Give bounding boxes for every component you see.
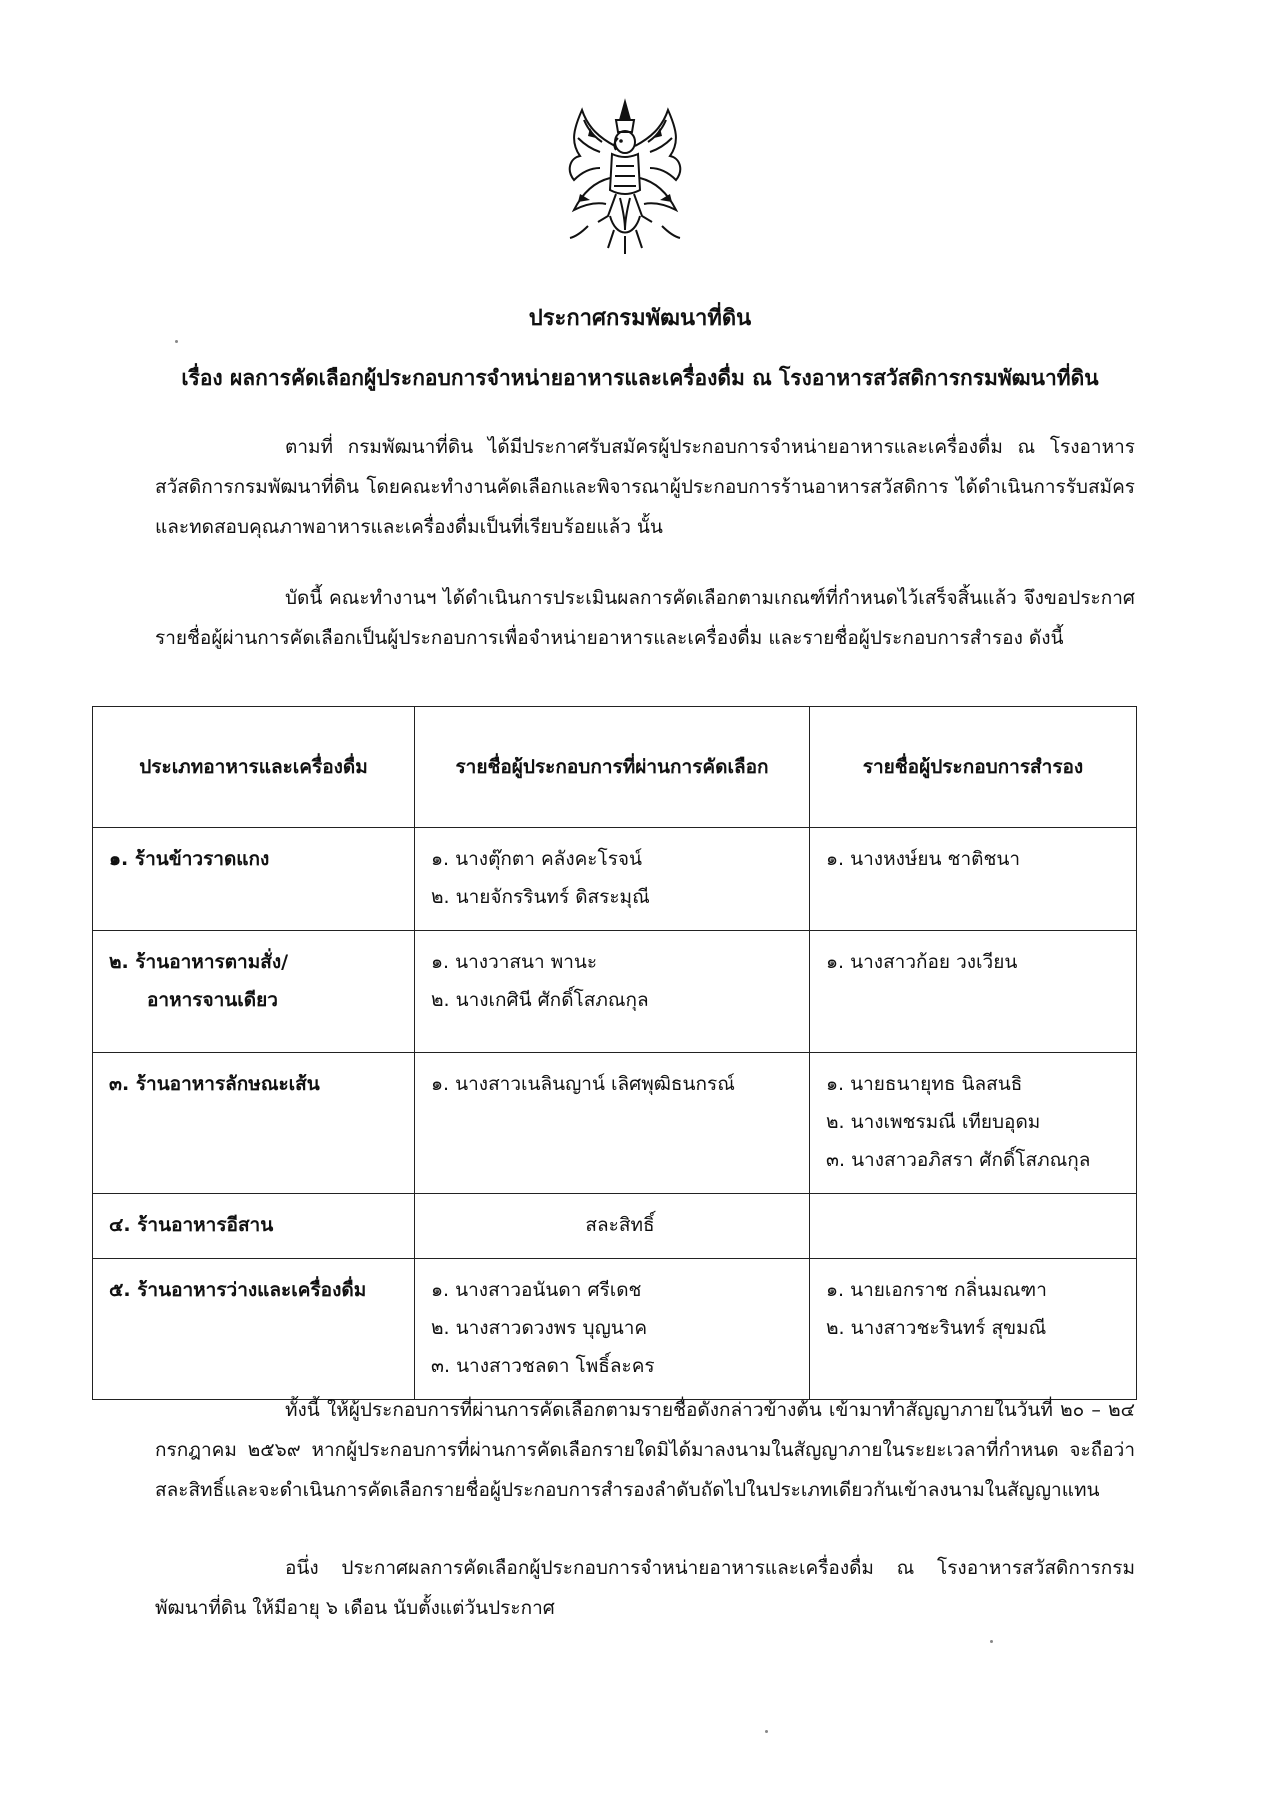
passed-cell bbox=[415, 1194, 810, 1259]
passed-cell bbox=[415, 1053, 810, 1194]
passed-name: ๒. นายจักรรินทร์ ดิสระมุณี bbox=[431, 886, 650, 908]
reserve-cell bbox=[810, 931, 1137, 1053]
passed-name: ๑. นางวาสนา พานะ bbox=[431, 951, 598, 973]
category-cell bbox=[93, 1194, 415, 1259]
reserve-cell bbox=[810, 1194, 1137, 1259]
passed-name: ๑. นางสาวอนันดา ศรีเดช bbox=[431, 1279, 642, 1301]
category-label: ๒. ร้านอาหารตามสั่ง/ bbox=[109, 951, 289, 973]
reserve-name: ๑. นายเอกราช กลิ่นมณฑา bbox=[826, 1279, 1047, 1301]
scan-speck bbox=[765, 1730, 768, 1733]
category-label: ๔. ร้านอาหารอีสาน bbox=[109, 1214, 274, 1236]
category-label: อาหารจานเดียว bbox=[147, 989, 278, 1011]
header-passed: รายชื่อผู้ประกอบการที่ผ่านการคัดเลือก bbox=[415, 707, 810, 828]
announcement-paragraph: บัดนี้ คณะทำงานฯ ได้ดำเนินการประเมินผลการคัดเลือกตามเกณฑ์ที่กำหนดไว้เสร็จสิ้นแล้ว จึงขอประกาศรายชื่อผู้ผ่านการคัดเลือกเป็นผู้ประกอบการเพื่อจำหน่ายอาหารและเครื่องดื่ม และรายชื่อผู้ประกอบการสำรอง ดังนี้ bbox=[155, 587, 1135, 649]
contract-paragraph: ทั้งนี้ ให้ผู้ประกอบการที่ผ่านการคัดเลือกตามรายชื่อดังกล่าวข้างต้น เข้ามาทำสัญญาภายในวันที่ ๒๐ – ๒๔ กรกฎาคม ๒๕๖๙ หากผู้ประกอบการที่ผ่านการคัดเลือกรายใดมิได้มาลงนามในสัญญาภายในระยะเวลาที่กำหนด จะถือว่าสละสิทธิ์และจะดำเนินการคัดเลือกรายชื่อผู้ประกอบการสำรองลำดับถัดไปในประเภทเดียวกันเข้าลงนามในสัญญาแทน bbox=[155, 1399, 1135, 1501]
intro-paragraph: ตามที่ กรมพัฒนาที่ดิน ได้มีประกาศรับสมัครผู้ประกอบการจำหน่ายอาหารและเครื่องดื่ม ณ โรงอาหารสวัสดิการกรมพัฒนาที่ดิน โดยคณะทำงานคัดเลือกและพิจารณาผู้ประกอบการร้านอาหารสวัสดิการ ได้ดำเนินการรับสมัครและทดสอบคุณภาพอาหารและเครื่องดื่มเป็นที่เรียบร้อยแล้ว นั้น bbox=[155, 436, 1135, 538]
garuda-emblem-icon bbox=[560, 98, 690, 258]
table-row bbox=[93, 828, 1137, 931]
reserve-cell bbox=[810, 1259, 1137, 1400]
table-row bbox=[93, 1194, 1137, 1259]
reserve-name: ๓. นางสาวอภิสรา ศักดิ์โสภณกุล bbox=[826, 1149, 1091, 1171]
passed-cell bbox=[415, 931, 810, 1053]
table-row bbox=[93, 931, 1137, 1053]
passed-cell bbox=[415, 1259, 810, 1400]
category-cell bbox=[93, 1259, 415, 1400]
scan-speck bbox=[175, 340, 178, 343]
table-row bbox=[93, 1053, 1137, 1194]
reserve-cell bbox=[810, 828, 1137, 931]
forfeit-label: สละสิทธิ์ bbox=[585, 1214, 655, 1236]
passed-name: ๑. นางสาวเนลินญาน์ เลิศพุฒิธนกรณ์ bbox=[431, 1073, 735, 1095]
reserve-cell bbox=[810, 1053, 1137, 1194]
category-label: ๕. ร้านอาหารว่างและเครื่องดื่ม bbox=[109, 1279, 367, 1301]
selection-results-table bbox=[92, 706, 1137, 1400]
validity-paragraph: อนึ่ง ประกาศผลการคัดเลือกผู้ประกอบการจำหน่ายอาหารและเครื่องดื่ม ณ โรงอาหารสวัสดิการกรมพัฒนาที่ดิน ให้มีอายุ ๖ เดือน นับตั้งแต่วันประกาศ bbox=[155, 1557, 1135, 1619]
passed-name: ๒. นางเกศินี ศักดิ์โสภณกุล bbox=[431, 989, 649, 1011]
passed-name: ๒. นางสาวดวงพร บุญนาค bbox=[431, 1317, 648, 1339]
document-title: ประกาศกรมพัฒนาที่ดิน bbox=[528, 306, 752, 331]
header-reserve: รายชื่อผู้ประกอบการสำรอง bbox=[810, 707, 1137, 828]
passed-cell bbox=[415, 828, 810, 931]
table-row bbox=[93, 1259, 1137, 1400]
passed-name: ๑. นางตุ๊กตา คลังคะโรจน์ bbox=[431, 848, 643, 870]
header-category: ประเภทอาหารและเครื่องดื่ม bbox=[93, 707, 415, 828]
reserve-name: ๑. นางหงษ์ยน ชาติชนา bbox=[826, 848, 1021, 870]
category-cell bbox=[93, 828, 415, 931]
reserve-name: ๑. นางสาวก้อย วงเวียน bbox=[826, 951, 1018, 973]
table-header-row bbox=[93, 707, 1137, 828]
reserve-name: ๒. นางเพชรมณี เทียบอุดม bbox=[826, 1111, 1041, 1133]
passed-name: ๓. นางสาวชลดา โพธิ์ละคร bbox=[431, 1355, 655, 1377]
scan-speck bbox=[990, 1640, 993, 1643]
reserve-name: ๒. นางสาวชะรินทร์ สุขมณี bbox=[826, 1317, 1047, 1339]
document-subject: เรื่อง ผลการคัดเลือกผู้ประกอบการจำหน่ายอาหารและเครื่องดื่ม ณ โรงอาหารสวัสดิการกรมพัฒนาที่ดิน bbox=[181, 366, 1099, 390]
category-label: ๑. ร้านข้าวราดแกง bbox=[109, 848, 270, 870]
category-cell bbox=[93, 931, 415, 1053]
category-label: ๓. ร้านอาหารลักษณะเส้น bbox=[109, 1073, 320, 1095]
reserve-name: ๑. นายธนายุทธ นิลสนธิ bbox=[826, 1073, 1023, 1095]
category-cell bbox=[93, 1053, 415, 1194]
